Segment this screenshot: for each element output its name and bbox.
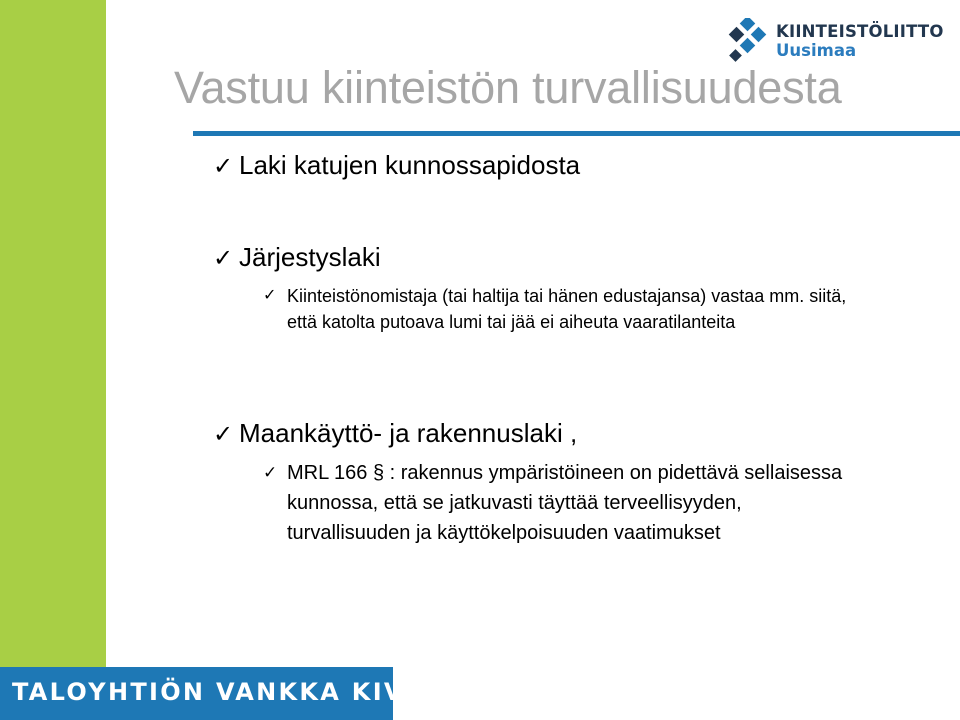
- bullet-item: [213, 150, 580, 181]
- checkmark-icon: ✓: [263, 287, 277, 304]
- sub-bullet-item: [263, 458, 863, 548]
- sub-bullet-text: Kiinteistönomistaja (tai haltija tai hänen edustajansa) vastaa mm. siitä, että katolta putoava lumi tai jää ei aiheuta vaaratilanteita: [287, 286, 847, 332]
- slide-title: Vastuu kiinteistön turvallisuudesta: [174, 62, 842, 113]
- logo-brand-name: KIINTEISTÖLIITTO: [776, 22, 944, 41]
- sub-bullet-text: MRL 166 § : rakennus ympäristöineen on pidettävä sellaisessa kunnossa, että se jatkuvasti täyttää terveellisyyden, turvallisuuden ja käyttökelpoisuuden vaatimukset: [287, 462, 843, 544]
- bullet-item: [213, 418, 577, 449]
- bullet-text: Maankäyttö- ja rakennuslaki ,: [239, 418, 578, 448]
- checkmark-icon: ✓: [213, 153, 234, 180]
- sub-bullet-item: [263, 283, 853, 335]
- kiinteistoliitto-logo: [728, 18, 943, 64]
- checkmark-icon: ✓: [213, 421, 234, 448]
- logo-region-name: Uusimaa: [776, 41, 857, 60]
- checkmark-icon: ✓: [213, 245, 234, 272]
- checkmark-icon: ✓: [263, 463, 278, 482]
- bullet-text: Laki katujen kunnossapidosta: [239, 150, 581, 180]
- bullet-text: Järjestyslaki: [239, 242, 381, 272]
- diamond-grid-icon: [728, 18, 772, 62]
- left-green-bar: [0, 0, 106, 720]
- title-underline: [193, 131, 960, 136]
- footer-slogan: TALOYHTIÖN VANKKA KIVIJALKA: [12, 678, 508, 706]
- footer-banner: [0, 667, 508, 720]
- bullet-item: [213, 242, 381, 273]
